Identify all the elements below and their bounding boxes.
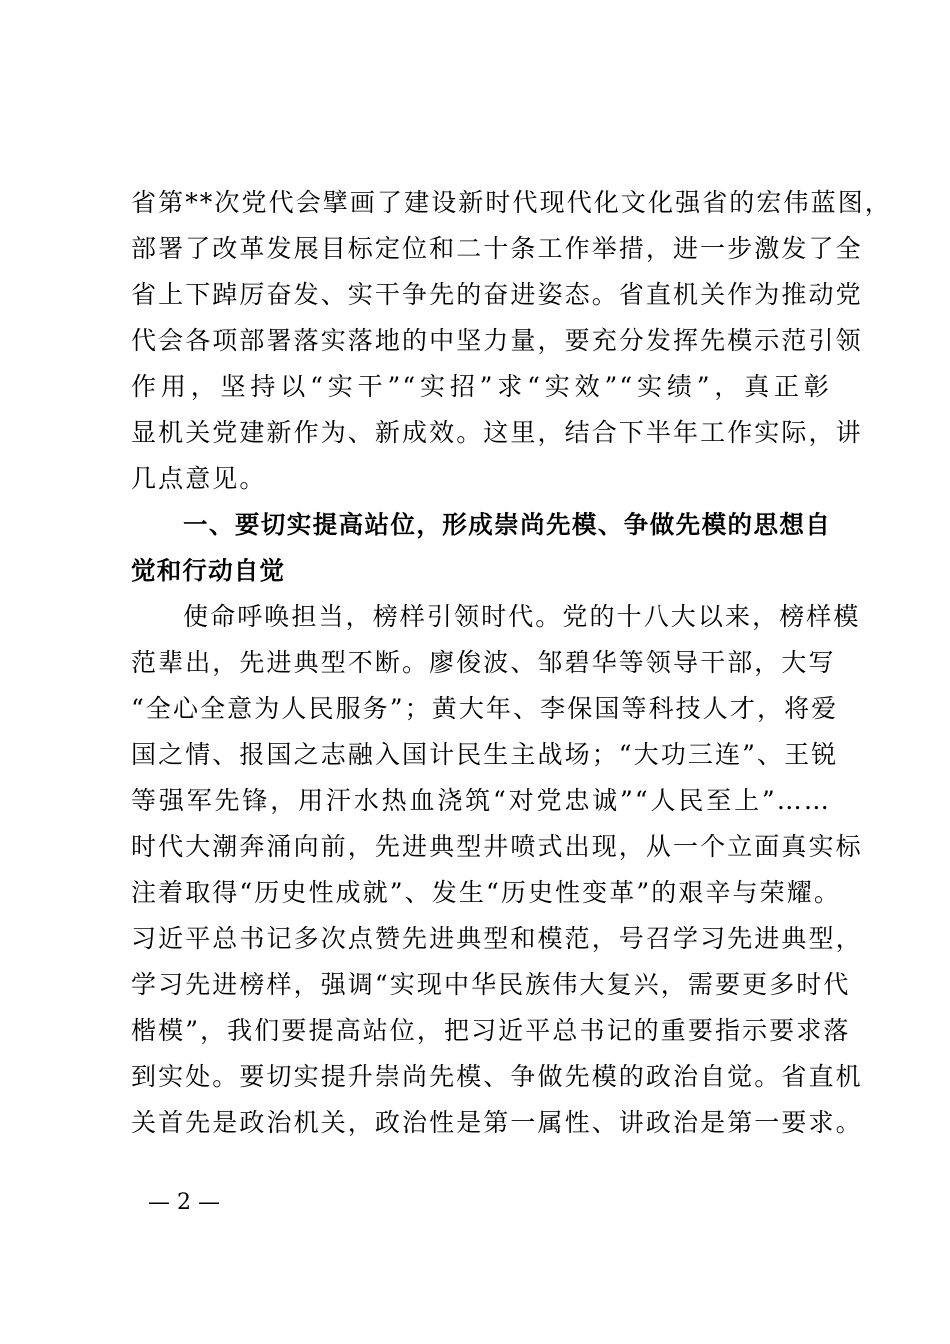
paragraph-line: 学习先进榜样，强调“实现中华民族伟大复兴，需要更多时代 [131, 970, 851, 999]
section-heading: 一、要切实提高站位，形成崇尚先模、争做先模的思想自 [183, 510, 831, 539]
paragraph-line: 关首先是政治机关，政治性是第一属性、讲政治是第一要求。 [131, 1108, 863, 1137]
section-heading: 觉和行动自觉 [131, 556, 286, 585]
paragraph-line: 等强军先锋，用汗水热血浇筑“对党忠诚”“人民至上”…… [131, 786, 831, 815]
paragraph-line: 范辈出，先进典型不断。廖俊波、邹碧华等领导干部，大写 [131, 648, 836, 677]
paragraph-line: 显机关党建新作为、新成效。这里，结合下半年工作实际，讲 [131, 418, 863, 447]
paragraph-line: 习近平总书记多次点赞先进典型和模范，号召学习先进典型， [131, 924, 863, 953]
paragraph-line: 几点意见。 [131, 464, 267, 493]
paragraph-line: 部署了改革发展目标定位和二十条工作举措，进一步激发了全 [131, 234, 863, 263]
paragraph-line: 楷模”，我们要提高站位，把习近平总书记的重要指示要求落 [131, 1016, 851, 1045]
paragraph-line: 注着取得“历史性成就”、发生“历史性变革”的艰辛与荣耀。 [131, 878, 841, 907]
page-number: — 2 — [148, 1190, 220, 1215]
paragraph-line: 到实处。要切实提升崇尚先模、争做先模的政治自觉。省直机 [131, 1062, 863, 1091]
paragraph-line: 省第**次党代会擘画了建设新时代现代化文化强省的宏伟蓝图， [131, 188, 892, 217]
paragraph-line: 省上下踔厉奋发、实干争先的奋进姿态。省直机关作为推动党 [131, 280, 863, 309]
paragraph-line: 国之情、报国之志融入国计民生主战场；“大功三连”、王锐 [131, 740, 839, 769]
paragraph-line: “全心全意为人民服务”；黄大年、李保国等科技人才，将爱 [131, 694, 839, 723]
paragraph-line: 代会各项部署落实落地的中坚力量，要充分发挥先模示范引领 [131, 326, 863, 355]
paragraph-line: 作用，坚持以“实干”“实招”求“实效”“实绩”，真正彰 [131, 372, 831, 401]
paragraph-line: 时代大潮奔涌向前，先进典型井喷式出现，从一个立面真实标 [131, 832, 863, 861]
paragraph-line: 使命呼唤担当，榜样引领时代。党的十八大以来，榜样模 [183, 602, 861, 631]
